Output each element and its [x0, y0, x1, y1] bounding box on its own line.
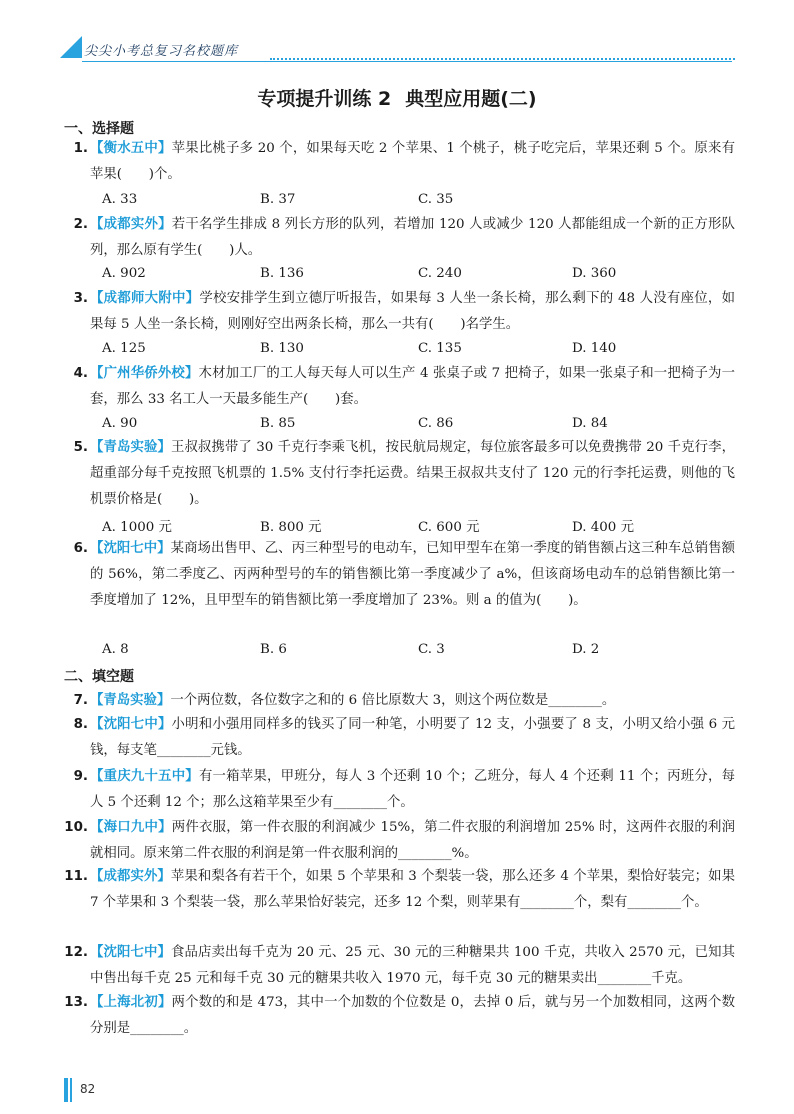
header-rule	[82, 61, 732, 62]
question-source-tag: 【上海北初】	[90, 995, 172, 1010]
question-1	[73, 136, 736, 188]
question-number: 8.	[73, 717, 88, 732]
page-title	[0, 84, 794, 111]
question-text: 苹果比桃子多 20 个，如果每天吃 2 个苹果、1 个桃子，桃子吃完后，苹果还剩 5 个。原来有苹果( )个。	[90, 141, 736, 182]
question-number: 3.	[73, 291, 88, 306]
question-source-tag: 【沈阳七中】	[90, 717, 172, 732]
question-number: 13.	[64, 995, 88, 1010]
question-number: 4.	[73, 366, 88, 381]
question-number: 12.	[64, 945, 88, 960]
question-text: 若干名学生排成 8 列长方形的队列，若增加 120 人或减少 120 人都能组成一个新的正方形队列，那么原有学生( )人。	[90, 217, 735, 258]
question-7	[73, 688, 735, 714]
header-triangle-icon	[60, 36, 82, 58]
question-text: 苹果和梨各有若干个，如果 5 个苹果和 3 个梨装一袋，那么还多 4 个苹果，梨恰好装完；如果 7 个苹果和 3 个梨装一袋，那么苹果恰好装完，还多 12 个梨，则苹果有________个，梨有________个。	[90, 869, 735, 910]
question-number: 10.	[64, 820, 88, 835]
title-part1: 专项提升训练 2	[257, 88, 392, 110]
question-source-tag: 【成都师大附中】	[90, 291, 200, 306]
option-b: B. 130	[260, 341, 304, 356]
footer-bar-thin	[70, 1078, 72, 1102]
question-1-options	[102, 192, 742, 214]
question-source-tag: 【沈阳七中】	[90, 945, 171, 960]
option-b: B. 37	[260, 192, 296, 207]
question-6-options	[102, 642, 742, 664]
option-a: A. 33	[102, 192, 138, 207]
question-number: 6.	[73, 541, 88, 556]
question-number: 9.	[73, 769, 88, 784]
option-a: A. 1000 元	[102, 520, 172, 535]
question-13	[64, 990, 736, 1042]
option-a: A. 90	[102, 416, 138, 431]
option-c: C. 3	[418, 642, 445, 657]
question-source-tag: 【广州华侨外校】	[90, 366, 199, 381]
question-9	[73, 764, 736, 816]
question-source-tag: 【青岛实验】	[90, 440, 171, 455]
option-b: B. 136	[260, 266, 304, 281]
option-d: D. 84	[572, 416, 608, 431]
question-4	[73, 361, 736, 413]
question-number: 2.	[73, 217, 88, 232]
question-text: 某商场出售甲、乙、丙三种型号的电动车，已知甲型车在第一季度的销售额占这三种车总销售额的 56%，第二季度乙、丙两种型号的车的销售额比第一季度减少了 a%，但该商场电动车的总销售额比第一季度增加了 12%，且甲型车的销售额比第一季度增加了 23%。则 a 的值为( )。	[90, 541, 736, 608]
question-text: 学校安排学生到立德厅听报告，如果每 3 人坐一条长椅，那么剩下的 48 人没有座位，如果每 5 人坐一条长椅，则刚好空出两条长椅，那么一共有( )名学生。	[90, 291, 735, 332]
page-header	[0, 0, 794, 70]
question-number: 11.	[64, 869, 88, 884]
option-c: C. 35	[418, 192, 454, 207]
title-part2: 典型应用题(二)	[405, 88, 537, 110]
question-text: 小明和小强用同样多的钱买了同一种笔，小明要了 12 支，小强要了 8 支，小明又给小强 6 元钱，每支笔________元钱。	[90, 717, 735, 758]
option-b: B. 6	[260, 642, 287, 657]
question-3	[73, 286, 735, 338]
question-11	[64, 864, 735, 916]
question-source-tag: 【成都实外】	[90, 869, 171, 884]
option-d: D. 400 元	[572, 520, 634, 535]
series-name: 尖尖小考总复习名校题库	[84, 44, 239, 59]
option-d: D. 2	[572, 642, 600, 657]
question-number: 1.	[73, 141, 88, 156]
page-number: 82	[80, 1082, 96, 1096]
question-source-tag: 【重庆九十五中】	[90, 769, 199, 784]
option-d: D. 360	[572, 266, 617, 281]
question-text: 食品店卖出每千克为 20 元、25 元、30 元的三种糖果共 100 千克，共收入 2570 元，已知其中售出每千克 25 元和每千克 30 元的糖果共收入 1970 元，每千克 30 元的糖果卖出________千克。	[90, 945, 736, 986]
option-d: D. 140	[572, 341, 617, 356]
question-5-options	[102, 516, 742, 538]
question-text: 王叔叔携带了 30 千克行李乘飞机，按民航局规定，每位旅客最多可以免费携带 20 千克行李，超重部分每千克按照飞机票的 1.5% 支付行李托运费。结果王叔叔共支付了 120 元的行李托运费，则他的飞机票价格是( )。	[90, 440, 736, 507]
question-6	[73, 536, 736, 614]
question-5	[73, 435, 736, 513]
option-a: A. 125	[102, 341, 146, 356]
question-8	[73, 712, 735, 764]
option-b: B. 85	[260, 416, 296, 431]
section-fill-heading: 二、填空题	[64, 669, 134, 685]
question-source-tag: 【成都实外】	[90, 217, 172, 232]
question-number: 7.	[73, 693, 88, 708]
question-source-tag: 【海口九中】	[90, 820, 172, 835]
question-text: 一个两位数，各位数字之和的 6 倍比原数大 3，则这个两位数是________。	[170, 693, 616, 708]
question-number: 5.	[73, 440, 88, 455]
question-text: 有一箱苹果，甲班分，每人 3 个还剩 10 个；乙班分，每人 4 个还剩 11 个；丙班分，每人 5 个还剩 12 个；那么这箱苹果至少有________个。	[90, 769, 736, 810]
footer-bar	[64, 1078, 68, 1102]
header-dotted-rule	[270, 58, 735, 60]
option-c: C. 135	[418, 341, 462, 356]
option-a: A. 902	[102, 266, 146, 281]
question-text: 两个数的和是 473，其中一个加数的个位数是 0，去掉 0 后，就与另一个加数相同，这两个数分别是________。	[90, 995, 736, 1036]
question-3-options	[102, 341, 742, 363]
section-choice-heading: 一、选择题	[64, 121, 134, 137]
question-source-tag: 【沈阳七中】	[90, 541, 171, 556]
question-2-options	[102, 266, 742, 288]
question-text: 木材加工厂的工人每天每人可以生产 4 张桌子或 7 把椅子，如果一张桌子和一把椅子为一套，那么 33 名工人一天最多能生产( )套。	[90, 366, 736, 407]
option-c: C. 86	[418, 416, 454, 431]
question-source-tag: 【青岛实验】	[90, 693, 171, 708]
option-b: B. 800 元	[260, 520, 322, 535]
question-text: 两件衣服，第一件衣服的利润减少 15%，第二件衣服的利润增加 25% 时，这两件衣服的利润就相同。原来第二件衣服的利润是第一件衣服利润的________%。	[90, 820, 735, 861]
option-c: C. 240	[418, 266, 462, 281]
option-a: A. 8	[102, 642, 129, 657]
question-source-tag: 【衡水五中】	[90, 141, 172, 156]
question-12	[64, 940, 736, 992]
question-2	[73, 212, 735, 264]
option-c: C. 600 元	[418, 520, 480, 535]
question-10	[64, 815, 735, 867]
